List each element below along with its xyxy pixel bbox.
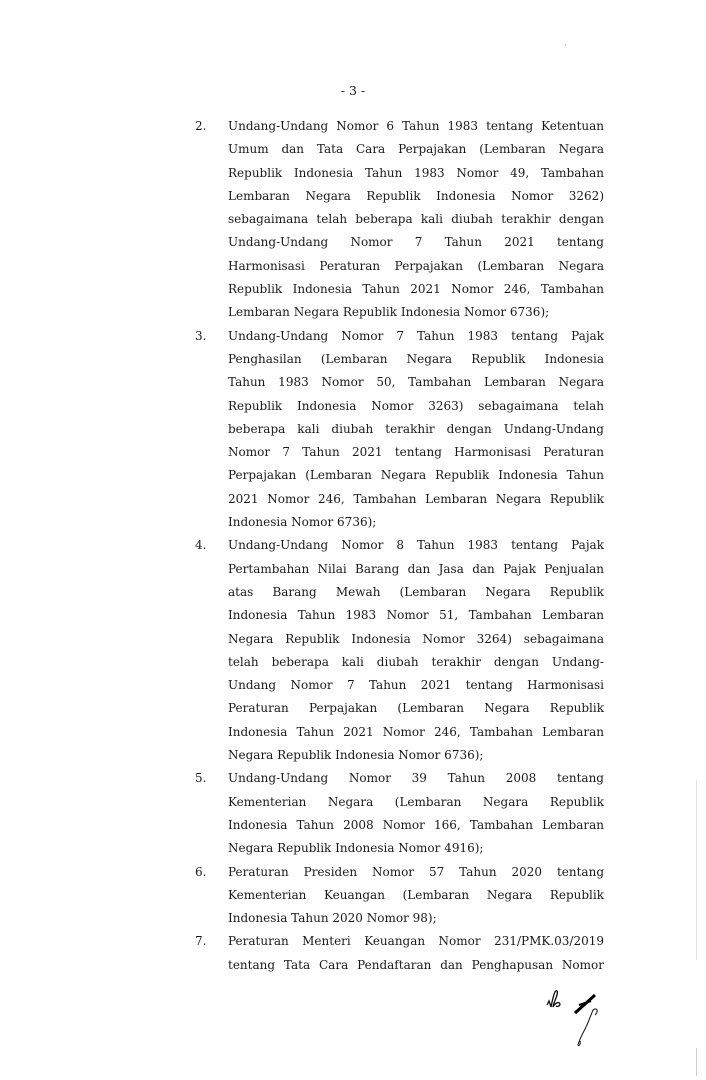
item-text-line: Indonesia Tahun 2020 Nomor 98); — [228, 911, 437, 926]
item-number: 3. — [195, 328, 207, 343]
item-text-line: telah beberapa kali diubah terakhir dengan Undang- — [228, 654, 604, 669]
item-text-line: beberapa kali diubah terakhir dengan Undang-Undang — [228, 421, 604, 436]
page-number: - 3 - — [340, 83, 366, 98]
scan-edge-line — [696, 780, 697, 960]
item-text-line: Undang-Undang Nomor 6 Tahun 1983 tentang Ketentuan — [228, 119, 604, 133]
item-number: 6. — [195, 864, 207, 879]
item-text-line: 2021 Nomor 246, Tambahan Lembaran Negara Republik — [228, 491, 604, 506]
item-text-line: Penghasilan (Lembaran Negara Republik Indonesia — [228, 351, 604, 366]
item-text-line: Peraturan Menteri Keuangan Nomor 231/PMK.03/2019 — [228, 934, 604, 949]
item-text-line: Tahun 1983 Nomor 50, Tambahan Lembaran Negara — [228, 375, 604, 390]
initials-signature — [535, 985, 625, 1055]
item-text-line: Negara Republik Indonesia Nomor 6736); — [228, 748, 484, 763]
item-text-line: Indonesia Nomor 6736); — [228, 515, 377, 530]
list-item — [190, 115, 604, 325]
item-text-line: Indonesia Tahun 2021 Nomor 246, Tambahan Lembaran — [228, 724, 604, 739]
list-item — [190, 861, 604, 931]
item-text-line: Undang-Undang Nomor 7 Tahun 2021 tentang — [228, 235, 604, 250]
item-text-line: Lembaran Negara Republik Indonesia Nomor 6736); — [228, 305, 550, 320]
item-text-line: Kementerian Negara (Lembaran Negara Republik — [228, 794, 604, 809]
item-text-line: Nomor 7 Tahun 2021 tentang Harmonisasi Peraturan — [228, 445, 604, 460]
item-text-line: Negara Republik Indonesia Nomor 3264) sebagaimana — [228, 631, 604, 646]
item-text-line: Republik Indonesia Tahun 2021 Nomor 246, Tambahan — [228, 282, 604, 297]
item-text-line: atas Barang Mewah (Lembaran Negara Republik — [228, 584, 604, 599]
item-text-line: Undang-Undang Nomor 8 Tahun 1983 tentang Pajak — [228, 538, 604, 553]
list-item — [190, 325, 604, 535]
item-text-line: Peraturan Presiden Nomor 57 Tahun 2020 tentang — [228, 864, 604, 879]
item-number: 2. — [195, 119, 207, 133]
item-text-line: Undang-Undang Nomor 7 Tahun 1983 tentang Pajak — [228, 328, 604, 343]
scan-mark — [565, 44, 566, 46]
item-text-line: Indonesia Tahun 1983 Nomor 51, Tambahan Lembaran — [228, 608, 604, 623]
item-text-line: sebagaimana telah beberapa kali diubah terakhir dengan — [228, 212, 604, 227]
item-text-line: Peraturan Perpajakan (Lembaran Negara Republik — [228, 701, 604, 716]
item-text-line: Umum dan Tata Cara Perpajakan (Lembaran Negara — [228, 142, 604, 157]
item-text-line: Undang Nomor 7 Tahun 2021 tentang Harmonisasi — [228, 678, 604, 693]
item-number: 4. — [195, 538, 207, 553]
item-text-line: Republik Indonesia Tahun 1983 Nomor 49, Tambahan — [228, 165, 604, 180]
item-number: 7. — [195, 934, 207, 949]
item-text-line: Undang-Undang Nomor 39 Tahun 2008 tentang — [228, 771, 604, 786]
scan-edge-line — [696, 1048, 697, 1076]
legal-basis-list — [190, 115, 604, 977]
list-item — [190, 930, 604, 977]
item-text-line: Negara Republik Indonesia Nomor 4916); — [228, 841, 484, 856]
list-item — [190, 534, 604, 767]
item-text-line: Harmonisasi Peraturan Perpajakan (Lembaran Negara — [228, 258, 604, 273]
item-text-line: tentang Tata Cara Pendaftaran dan Penghapusan Nomor — [228, 957, 604, 972]
list-item — [190, 767, 604, 860]
item-text-line: Lembaran Negara Republik Indonesia Nomor 3262) — [228, 188, 604, 203]
item-text-line: Kementerian Keuangan (Lembaran Negara Republik — [228, 887, 604, 902]
item-text-line: Pertambahan Nilai Barang dan Jasa dan Pajak Penjualan — [228, 561, 604, 576]
item-text-line: Indonesia Tahun 2008 Nomor 166, Tambahan Lembaran — [228, 817, 604, 832]
item-text-line: Perpajakan (Lembaran Negara Republik Indonesia Tahun — [228, 468, 604, 483]
item-number: 5. — [195, 771, 207, 786]
item-text-line: Republik Indonesia Nomor 3263) sebagaimana telah — [228, 398, 604, 413]
